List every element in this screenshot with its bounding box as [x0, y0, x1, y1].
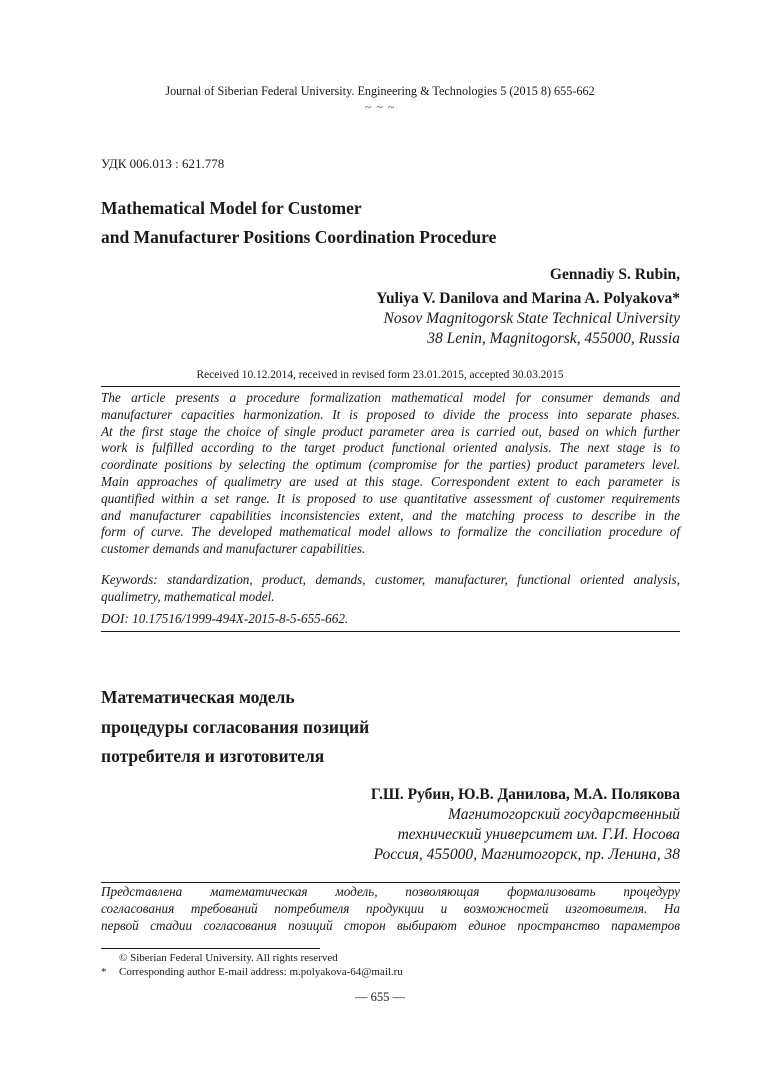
- russian-affiliation-line: Россия, 455000, Магнитогорск, пр. Ленина, 38: [373, 846, 680, 863]
- russian-abstract-line: первой стадии согласования позиций сторон выбирают единое пространство параметров: [101, 917, 680, 933]
- abstract-line: Main approaches of qualimetry are used at this stage. Correspondent extent to each parameter is: [101, 473, 680, 489]
- abstract-top-rule: [101, 386, 680, 387]
- abstract-line: work is fulfilled according to the target product functional oriented analysis. The next stage is to: [101, 440, 680, 456]
- russian-authors: Г.Ш. Рубин, Ю.В. Данилова, М.А. Полякова: [370, 786, 680, 803]
- russian-title-line: процедуры согласования позиций: [101, 717, 370, 737]
- abstract-bottom-rule: [101, 631, 680, 632]
- english-title-line: and Manufacturer Positions Coordination Procedure: [101, 227, 497, 247]
- abstract-line: customer demands and manufacturer capabilities.: [101, 541, 366, 557]
- russian-title-line: потребителя и изготовителя: [101, 746, 325, 766]
- footnote-rule: [101, 948, 320, 949]
- abstract-line: coordinate positions by selecting the optimum (compromise for the parties) product parameters level.: [101, 457, 680, 473]
- english-abstract: [101, 390, 680, 558]
- english-affiliation-line: Nosov Magnitogorsk State Technical University: [383, 310, 680, 327]
- abstract-line: At the first stage the choice of single product parameter area is carried out, based on which further: [101, 423, 680, 439]
- abstract-line: The article presents a procedure formalization mathematical model for consumer demands and: [101, 390, 680, 405]
- russian-affiliation-line: технический университет им. Г.И. Носова: [397, 826, 680, 843]
- english-authors-line: Yuliya V. Danilova and Marina A. Polyakova*: [376, 290, 680, 307]
- header-ornament: ~ ~ ~: [364, 100, 396, 114]
- english-affiliation-line: 38 Lenin, Magnitogorsk, 455000, Russia: [427, 330, 680, 347]
- russian-abstract-top-rule: [101, 882, 680, 883]
- russian-title-line: Математическая модель: [101, 687, 295, 707]
- journal-header: Journal of Siberian Federal University. Engineering & Technologies 5 (2015 8) 655-662: [165, 84, 595, 98]
- russian-abstract-line: Представлена математическая модель, позволяющая формализовать процедуру: [101, 884, 680, 899]
- abstract-line: manufacturer capacities harmonization. It is proposed to divide the process into separate phases.: [101, 406, 680, 422]
- page-number: — 655 —: [355, 990, 405, 1004]
- received-dates: Received 10.12.2014, received in revised form 23.01.2015, accepted 30.03.2015: [196, 369, 564, 381]
- footnote-corresponding-author: Corresponding author E-mail address: m.polyakova-64@mail.ru: [119, 966, 403, 978]
- russian-affiliation-line: Магнитогорский государственный: [448, 806, 680, 823]
- doi-text: DOI: 10.17516/1999-494X-2015-8-5-655-662.: [101, 611, 349, 626]
- english-title-line: Mathematical Model for Customer: [101, 198, 362, 218]
- keywords: [101, 572, 680, 606]
- doi: [101, 611, 680, 628]
- english-authors-line: Gennadiy S. Rubin,: [549, 266, 680, 283]
- russian-abstract: [101, 884, 680, 934]
- footnote-marker: *: [101, 966, 107, 978]
- keywords-line: Keywords: standardization, product, demands, customer, manufacturer, functional oriented analysis,: [101, 572, 680, 587]
- keywords-line: qualimetry, mathematical model.: [101, 588, 275, 604]
- udk-code: УДК 006.013 : 621.778: [101, 156, 225, 171]
- abstract-line: form of curve. The developed mathematical model allows to formalize the conciliation procedure of: [101, 524, 680, 540]
- russian-abstract-line: согласования требований потребителя продукции и возможностей изготовителя. На: [101, 900, 680, 916]
- abstract-line: quantified within a set range. It is proposed to use quantitative assessment of customer requirements: [101, 490, 680, 506]
- footnote-copyright: © Siberian Federal University. All rights reserved: [119, 952, 338, 964]
- abstract-line: and manufacturer capabilities inconsistencies extent, and the matching process to describe in the: [101, 507, 680, 523]
